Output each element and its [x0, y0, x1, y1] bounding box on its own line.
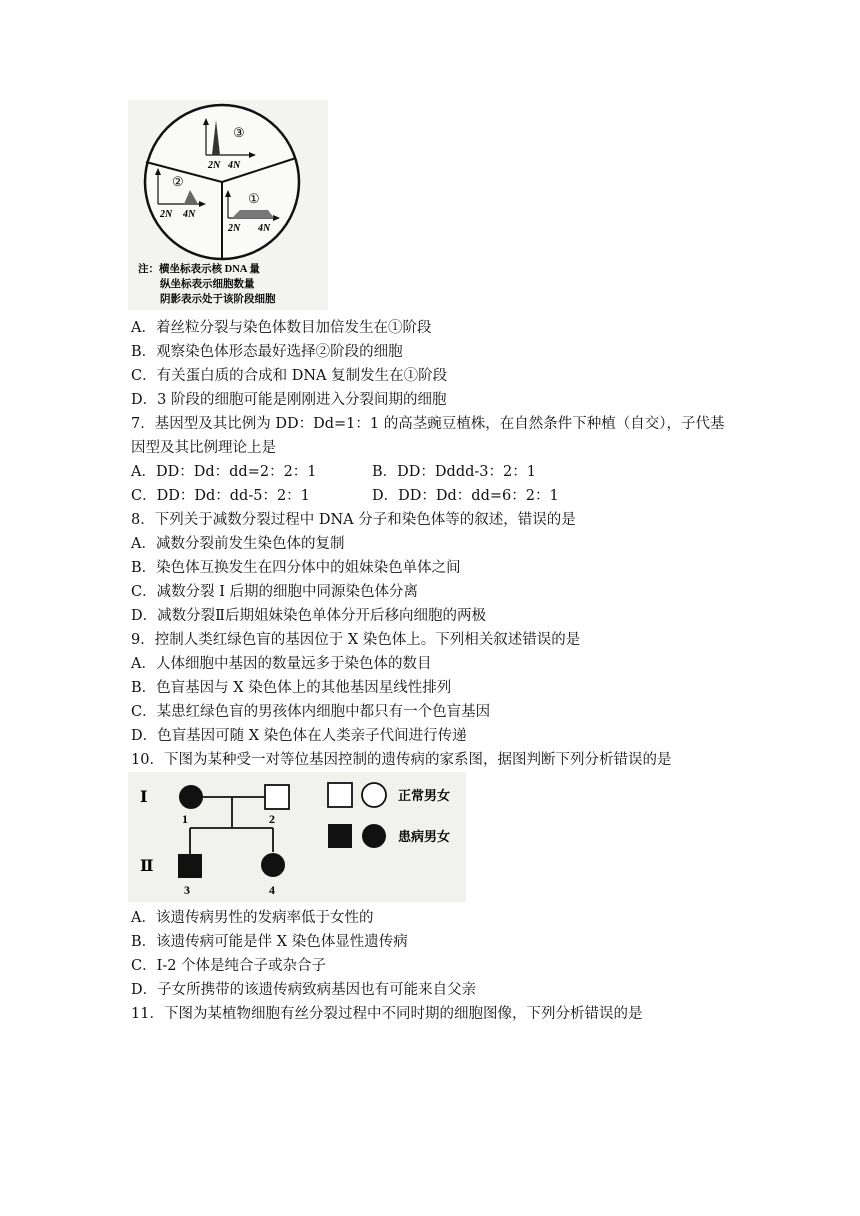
q8-option-b: B．染色体互换发生在四分体中的姐妹染色单体之间 — [131, 560, 461, 576]
q9-option-b: B．色盲基因与 X 染色体上的其他基因星线性排列 — [131, 680, 452, 696]
q7-option-c: C．DD：Dd：dd-5：2：1 — [131, 488, 310, 504]
legend-normal-label: 正常男女 — [398, 788, 451, 803]
q9-stem: 9．控制人类红绿色盲的基因位于 X 染色体上。下列相关叙述错误的是 — [131, 632, 581, 648]
q10-option-c: C．I-2 个体是纯合子或杂合子 — [131, 958, 327, 974]
cell-cycle-circle-figure — [128, 100, 328, 310]
mark-2: ② — [172, 174, 184, 189]
label-1: 1 — [182, 812, 188, 826]
q10-option-a: A．该遗传病男性的发病率低于女性的 — [131, 910, 374, 926]
figure-note-2: 纵坐标表示细胞数量 — [160, 279, 255, 290]
q10-option-d: D．子女所携带的该遗传病致病基因也有可能来自父亲 — [131, 982, 477, 998]
q6-option-c: C．有关蛋白质的合成和 DNA 复制发生在①阶段 — [131, 368, 448, 384]
label-2: 2 — [269, 812, 275, 826]
q7-option-d: D．DD：Dd：dd=6：2：1 — [372, 488, 559, 504]
q9-option-d: D．色盲基因可随 X 染色体在人类亲子代间进行传递 — [131, 728, 467, 744]
pedigree-figure — [128, 772, 466, 902]
figure-note-3: 阴影表示处于该阶段细胞 — [160, 294, 276, 305]
q7-stem: 7．基因型及其比例为 DD：Dd=1：1 的高茎豌豆植株，在自然条件下种植（自交），子代基 — [131, 416, 725, 432]
legend-normal-male-icon — [328, 783, 352, 807]
legend-normal-female-icon — [362, 783, 386, 807]
mark-1: ① — [248, 191, 260, 206]
q7-stem-cont: 因型及其比例理论上是 — [131, 440, 276, 456]
individual-I1-affected-female — [179, 785, 203, 809]
mark-3: ③ — [233, 125, 245, 140]
q7-option-a: A．DD：Dd：dd=2：2：1 — [131, 464, 317, 480]
q7-option-b: B．DD：Dddd-3：2：1 — [372, 464, 536, 480]
generation-label-2: Ⅱ — [140, 858, 154, 875]
figure-note-1: 注：横坐标表示核 DNA 量 — [138, 264, 260, 275]
legend-affected-male-icon — [328, 824, 352, 848]
q8-stem: 8．下列关于减数分裂过程中 DNA 分子和染色体等的叙述，错误的是 — [131, 512, 576, 528]
svg-text:4N: 4N — [183, 209, 196, 220]
q10-stem: 10．下图为某种受一对等位基因控制的遗传病的家系图，据图判断下列分析错误的是 — [131, 752, 672, 768]
svg-text:4N: 4N — [258, 223, 271, 234]
legend-affected-label: 患病男女 — [398, 829, 451, 844]
q10-option-b: B．该遗传病可能是伴 X 染色体显性遗传病 — [131, 934, 408, 950]
q6-option-a: A．着丝粒分裂与染色体数目加倍发生在①阶段 — [131, 320, 432, 336]
individual-II4-affected-female — [261, 853, 285, 877]
generation-label-1: Ⅰ — [140, 789, 148, 806]
legend-affected-female-icon — [362, 824, 386, 848]
svg-text:4N: 4N — [228, 160, 241, 171]
q9-option-c: C．某患红绿色盲的男孩体内细胞中都只有一个色盲基因 — [131, 704, 491, 720]
svg-text:2N: 2N — [208, 160, 221, 171]
svg-text:2N: 2N — [228, 223, 241, 234]
q8-option-c: C．减数分裂 I 后期的细胞中同源染色体分离 — [131, 584, 419, 600]
q8-option-a: A．减数分裂前发生染色体的复制 — [131, 536, 345, 552]
label-3: 3 — [184, 883, 190, 897]
q11-stem: 11．下图为某植物细胞有丝分裂过程中不同时期的细胞图像，下列分析错误的是 — [131, 1006, 643, 1022]
label-4: 4 — [269, 883, 275, 897]
q6-option-d: D．3 阶段的细胞可能是刚刚进入分裂间期的细胞 — [131, 392, 447, 408]
q8-option-d: D．减数分裂Ⅱ后期姐妹染色单体分开后移向细胞的两极 — [131, 608, 486, 624]
q6-option-b: B．观察染色体形态最好选择②阶段的细胞 — [131, 344, 403, 360]
q9-option-a: A．人体细胞中基因的数量远多于染色体的数目 — [131, 656, 432, 672]
individual-I2-normal-male — [265, 785, 289, 809]
svg-text:2N: 2N — [160, 209, 173, 220]
individual-II3-affected-male — [178, 854, 202, 878]
